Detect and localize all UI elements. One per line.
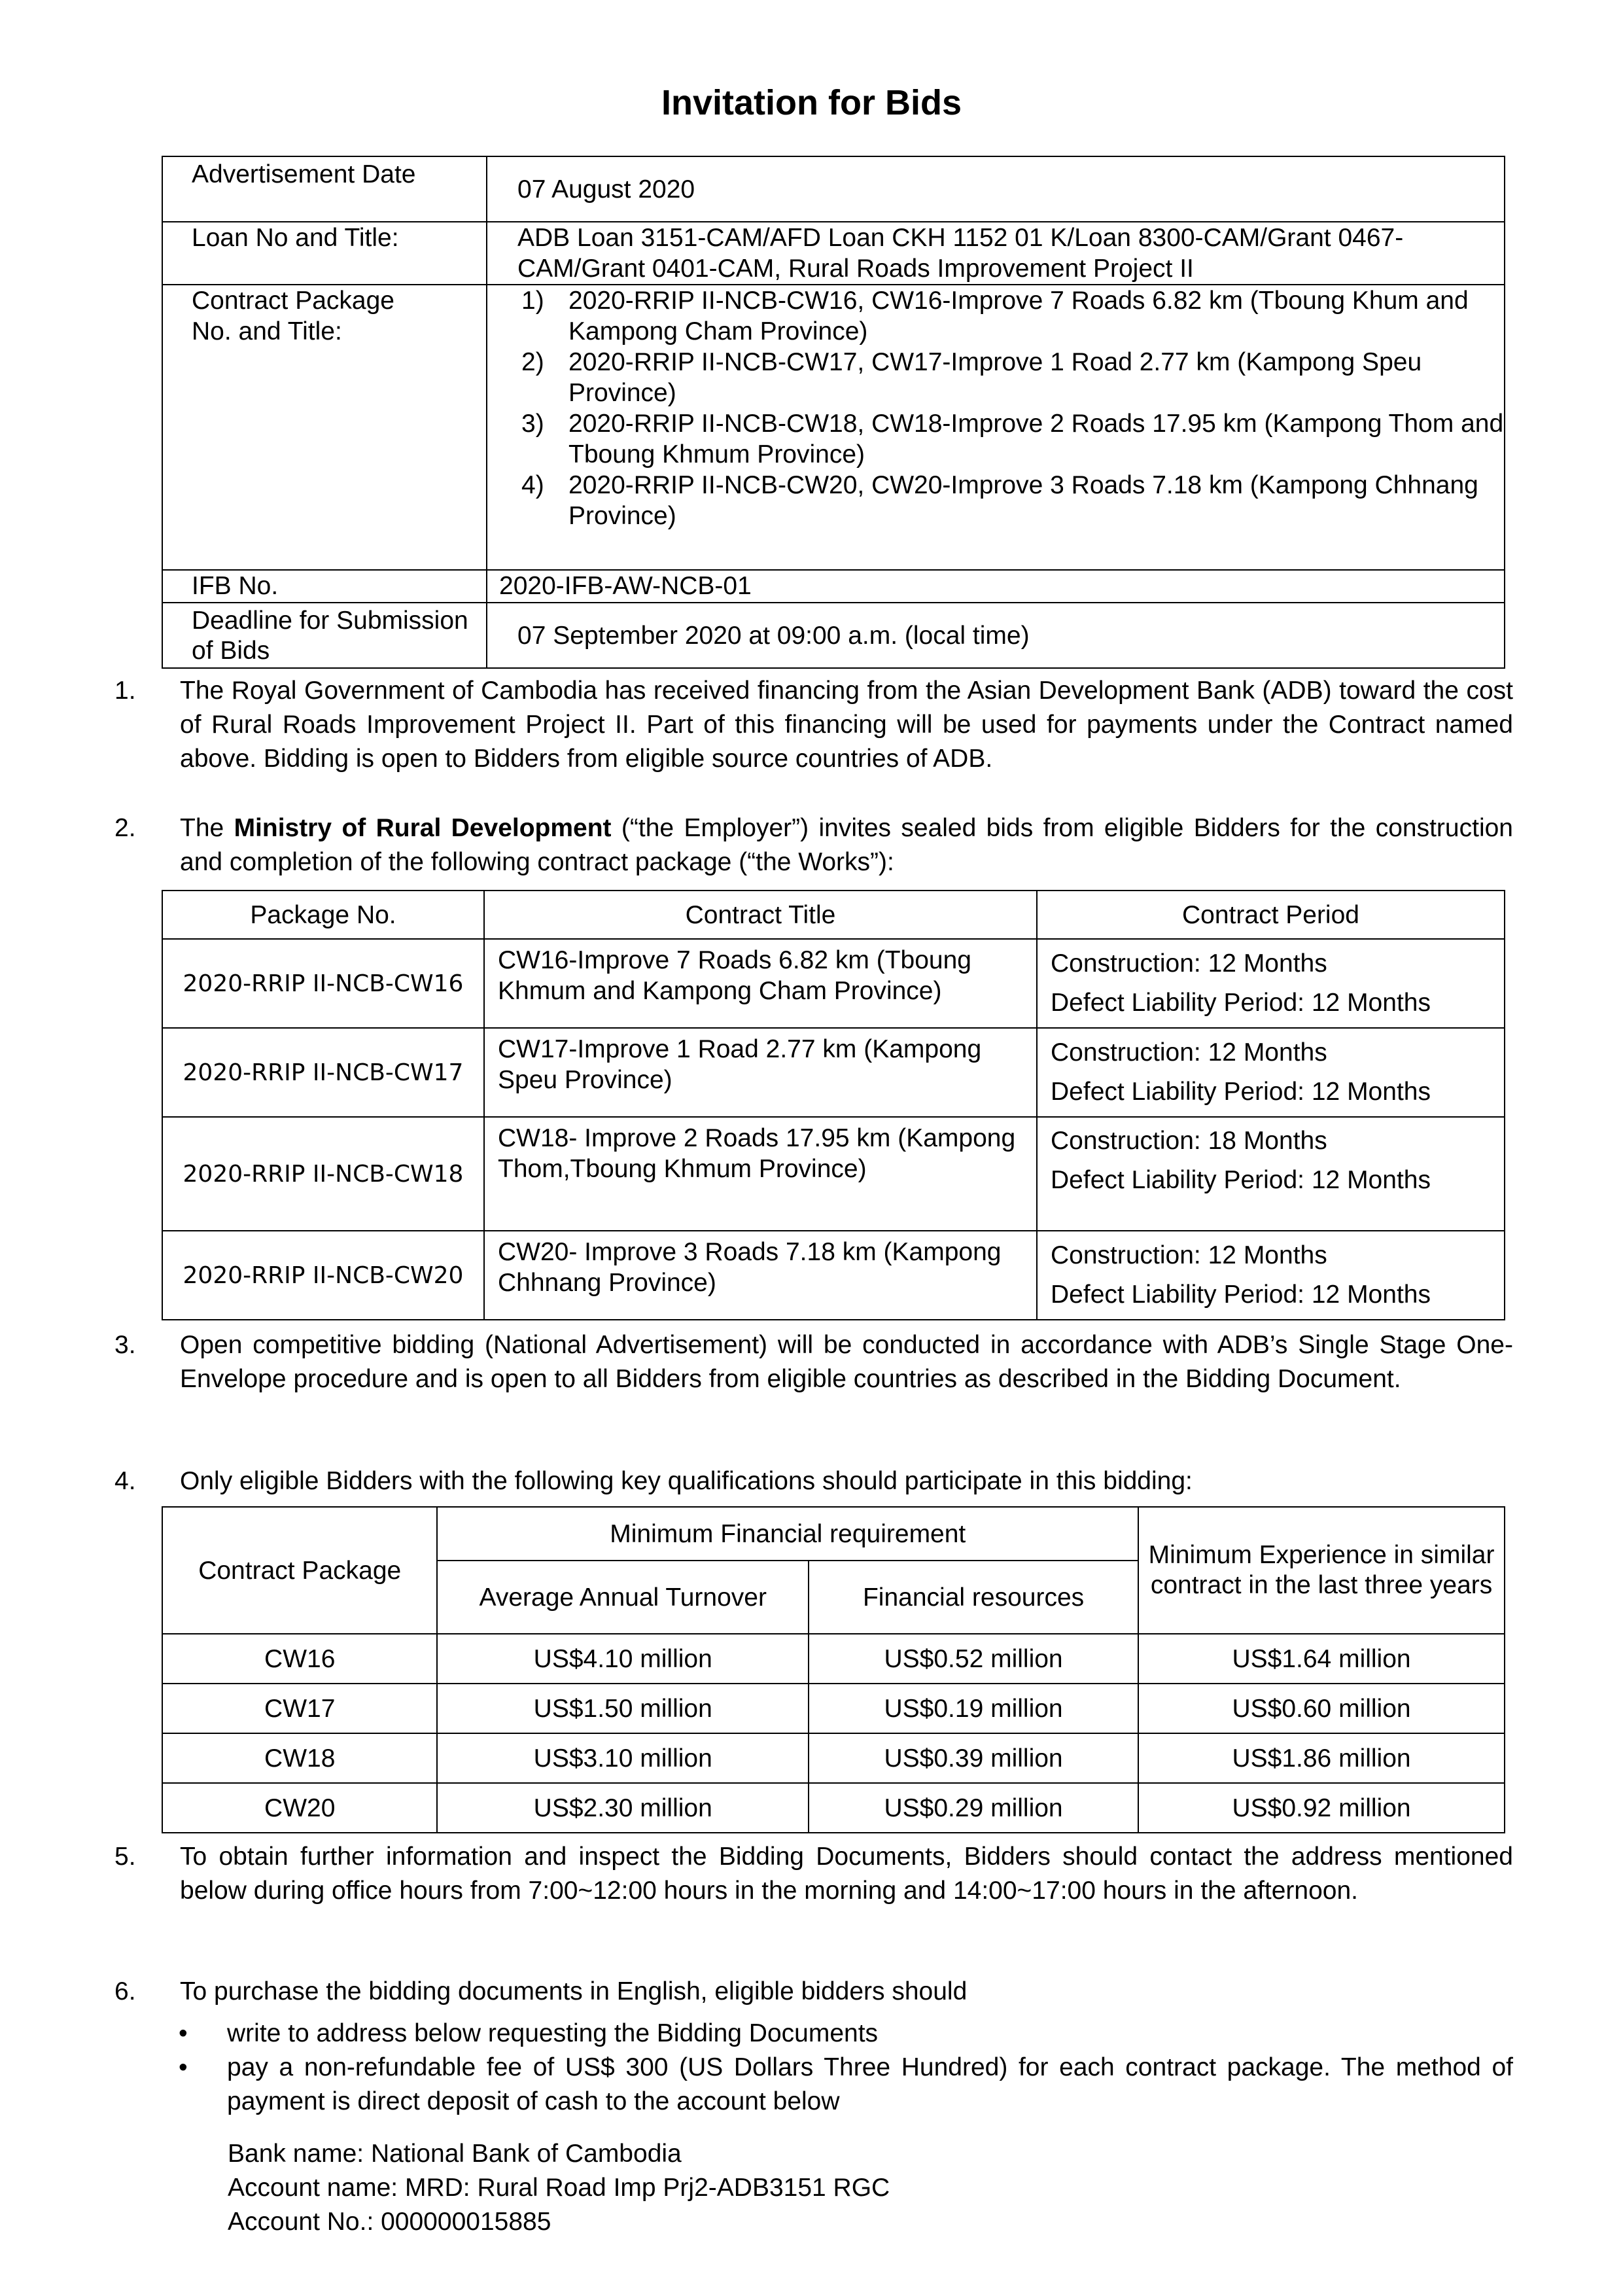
paragraph-number: 4. xyxy=(114,1467,136,1495)
paragraph-text: To purchase the bidding documents in English, eligible bidders should xyxy=(180,1977,968,2005)
package-list xyxy=(487,285,1504,531)
bullet-list xyxy=(167,2017,1513,2119)
column-header: Contract Title xyxy=(484,891,1037,939)
contract-period-cell xyxy=(1037,939,1505,1028)
contract-period-cell xyxy=(1037,1231,1505,1320)
construction-period: Construction: 18 Months xyxy=(1051,1127,1327,1155)
column-header: Contract Package xyxy=(162,1507,437,1634)
column-header: Package No. xyxy=(162,891,484,939)
list-item xyxy=(487,347,1504,408)
package-no-cell: 2020-RRIP II-NCB-CW20 xyxy=(162,1231,484,1320)
paragraph-text-pre: The xyxy=(180,814,234,842)
package-no-cell: 2020-RRIP II-NCB-CW18 xyxy=(162,1117,484,1231)
paragraph-5 xyxy=(114,1840,1513,1908)
loan-value: ADB Loan 3151-CAM/AFD Loan CKH 1152 01 K/Loan 8300-CAM/Grant 0467-CAM/Grant 0401-CAM, Rural Roads Improvement Project II xyxy=(487,222,1505,285)
contract-package-label xyxy=(162,285,487,570)
table-header-row xyxy=(162,891,1505,939)
bullet-text: write to address below requesting the Bidding Documents xyxy=(227,2019,879,2047)
bid-info-table xyxy=(162,156,1505,669)
paragraph-text xyxy=(180,811,1513,879)
contract-title-cell: CW16-Improve 7 Roads 6.82 km (Tboung Khmum and Kampong Cham Province) xyxy=(484,939,1037,1028)
table-row xyxy=(162,1028,1505,1117)
list-item xyxy=(487,285,1504,347)
paragraph-number: 2. xyxy=(114,814,136,842)
resources-cell: US$0.19 million xyxy=(809,1684,1138,1733)
defect-liability-period: Defect Liability Period: 12 Months xyxy=(1051,1166,1431,1194)
turnover-cell: US$4.10 million xyxy=(437,1634,809,1684)
contract-package-list xyxy=(487,285,1505,570)
package-cell: CW16 xyxy=(162,1634,437,1684)
paragraph-number: 3. xyxy=(114,1331,136,1359)
list-number: 4) xyxy=(521,471,544,499)
loan-label: Loan No and Title: xyxy=(162,222,487,285)
table-row xyxy=(162,1117,1505,1231)
contract-package-label-text: Contract Package No. and Title: xyxy=(192,287,395,345)
ifb-label: IFB No. xyxy=(162,570,487,603)
qualifications-table xyxy=(162,1506,1505,1833)
list-number: 2) xyxy=(521,348,544,376)
package-text: 2020-RRIP II-NCB-CW16, CW16-Improve 7 Roads 6.82 km (Tboung Khum and Kampong Cham Province) xyxy=(568,287,1469,345)
paragraph-text-post: (“the Employer”) invites sealed bids from eligible Bidders for the construction and completion of the following contract package (“the Works”): xyxy=(180,814,1513,876)
table-row xyxy=(162,222,1505,285)
list-item xyxy=(487,408,1504,470)
deadline-value: 07 September 2020 at 09:00 a.m. (local time) xyxy=(487,603,1505,668)
list-number: 1) xyxy=(521,287,544,315)
table-header-row xyxy=(162,1507,1505,1561)
package-cell: CW20 xyxy=(162,1783,437,1833)
paragraph-text: The Royal Government of Cambodia has received financing from the Asian Development Bank (ADB) toward the cost of Rural Roads Improvement Project II. Part of this financing will be used for payments under the Contract named above. Bidding is open to Bidders from eligible source countries of ADB. xyxy=(180,677,1513,773)
bullet-text: pay a non-refundable fee of US$ 300 (US Dollars Three Hundred) for each contract package. The method of payment is direct deposit of cash to the account below xyxy=(227,2053,1513,2115)
contract-period-cell xyxy=(1037,1117,1505,1231)
deadline-label: Deadline for Submission of Bids xyxy=(162,603,487,668)
contract-title-cell: CW17-Improve 1 Road 2.77 km (Kampong Speu Province) xyxy=(484,1028,1037,1117)
package-cell: CW17 xyxy=(162,1684,437,1733)
resources-cell: US$0.29 million xyxy=(809,1783,1138,1833)
employer-name: Ministry of Rural Development xyxy=(234,814,612,842)
turnover-cell: US$1.50 million xyxy=(437,1684,809,1733)
advertisement-date-value: 07 August 2020 xyxy=(487,156,1505,222)
paragraph-1 xyxy=(114,674,1513,776)
list-item xyxy=(167,2051,1513,2119)
paragraph-2 xyxy=(114,811,1513,879)
table-row xyxy=(162,156,1505,222)
resources-cell: US$0.39 million xyxy=(809,1733,1138,1783)
list-item xyxy=(167,2017,1513,2051)
experience-cell: US$1.86 million xyxy=(1138,1733,1505,1783)
table-row xyxy=(162,603,1505,668)
package-no-cell: 2020-RRIP II-NCB-CW16 xyxy=(162,939,484,1028)
resources-cell: US$0.52 million xyxy=(809,1634,1138,1684)
turnover-cell: US$3.10 million xyxy=(437,1733,809,1783)
construction-period: Construction: 12 Months xyxy=(1051,949,1327,978)
paragraph-4 xyxy=(114,1464,1513,1498)
column-header: Average Annual Turnover xyxy=(437,1561,809,1634)
package-no-cell: 2020-RRIP II-NCB-CW17 xyxy=(162,1028,484,1117)
package-text: 2020-RRIP II-NCB-CW20, CW20-Improve 3 Roads 7.18 km (Kampong Chhnang Province) xyxy=(568,471,1478,530)
defect-liability-period: Defect Liability Period: 12 Months xyxy=(1051,1280,1431,1309)
contract-title-cell: CW20- Improve 3 Roads 7.18 km (Kampong Chhnang Province) xyxy=(484,1231,1037,1320)
table-row xyxy=(162,1783,1505,1833)
paragraph-text: To obtain further information and inspect the Bidding Documents, Bidders should contact the address mentioned below during office hours from 7:00~12:00 hours in the morning and 14:00~17:00 hours in the afternoon. xyxy=(180,1843,1513,1905)
paragraph-text: Only eligible Bidders with the following key qualifications should participate in this bidding: xyxy=(180,1467,1193,1495)
experience-cell: US$1.64 million xyxy=(1138,1634,1505,1684)
column-header: Contract Period xyxy=(1037,891,1505,939)
table-row xyxy=(162,1684,1505,1733)
ifb-value: 2020-IFB-AW-NCB-01 xyxy=(487,570,1505,603)
account-name: Account name: MRD: Rural Road Imp Prj2-ADB3151 RGC xyxy=(228,2174,890,2202)
defect-liability-period: Defect Liability Period: 12 Months xyxy=(1051,989,1431,1017)
table-row xyxy=(162,939,1505,1028)
paragraph-number: 6. xyxy=(114,1977,136,2005)
table-row xyxy=(162,570,1505,603)
experience-cell: US$0.60 million xyxy=(1138,1684,1505,1733)
paragraph-6 xyxy=(114,1975,1513,2009)
works-table xyxy=(162,890,1505,1320)
construction-period: Construction: 12 Months xyxy=(1051,1241,1327,1269)
bank-name: Bank name: National Bank of Cambodia xyxy=(228,2140,682,2168)
bullet-icon: • xyxy=(179,2019,188,2047)
column-header: Financial resources xyxy=(809,1561,1138,1634)
paragraph-3 xyxy=(114,1328,1513,1396)
page-title: Invitation for Bids xyxy=(661,83,962,122)
experience-cell: US$0.92 million xyxy=(1138,1783,1505,1833)
advertisement-date-label: Advertisement Date xyxy=(162,156,487,222)
table-row xyxy=(162,285,1505,570)
package-text: 2020-RRIP II-NCB-CW18, CW18-Improve 2 Roads 17.95 km (Kampong Thom and Tboung Khmum Province) xyxy=(568,410,1504,468)
list-item xyxy=(487,470,1504,531)
construction-period: Construction: 12 Months xyxy=(1051,1038,1327,1067)
contract-title-cell: CW18- Improve 2 Roads 17.95 km (Kampong Thom,Tboung Khmum Province) xyxy=(484,1117,1037,1231)
defect-liability-period: Defect Liability Period: 12 Months xyxy=(1051,1078,1431,1106)
paragraph-number: 1. xyxy=(114,677,136,705)
account-number: Account No.: 000000015885 xyxy=(228,2208,551,2236)
bullet-icon: • xyxy=(179,2053,188,2081)
turnover-cell: US$2.30 million xyxy=(437,1783,809,1833)
table-row xyxy=(162,1733,1505,1783)
column-header: Minimum Financial requirement xyxy=(437,1507,1138,1561)
contract-period-cell xyxy=(1037,1028,1505,1117)
paragraph-text: Open competitive bidding (National Advertisement) will be conducted in accordance with ADB’s Single Stage One-Envelope procedure and is open to all Bidders from eligible countries as described in the Bidding Document. xyxy=(180,1331,1513,1393)
package-text: 2020-RRIP II-NCB-CW17, CW17-Improve 1 Road 2.77 km (Kampong Speu Province) xyxy=(568,348,1422,407)
package-cell: CW18 xyxy=(162,1733,437,1783)
paragraph-number: 5. xyxy=(114,1843,136,1871)
column-header: Minimum Experience in similar contract in the last three years xyxy=(1138,1507,1505,1634)
list-number: 3) xyxy=(521,410,544,438)
bank-details xyxy=(228,2137,890,2239)
table-row xyxy=(162,1231,1505,1320)
table-row xyxy=(162,1634,1505,1684)
